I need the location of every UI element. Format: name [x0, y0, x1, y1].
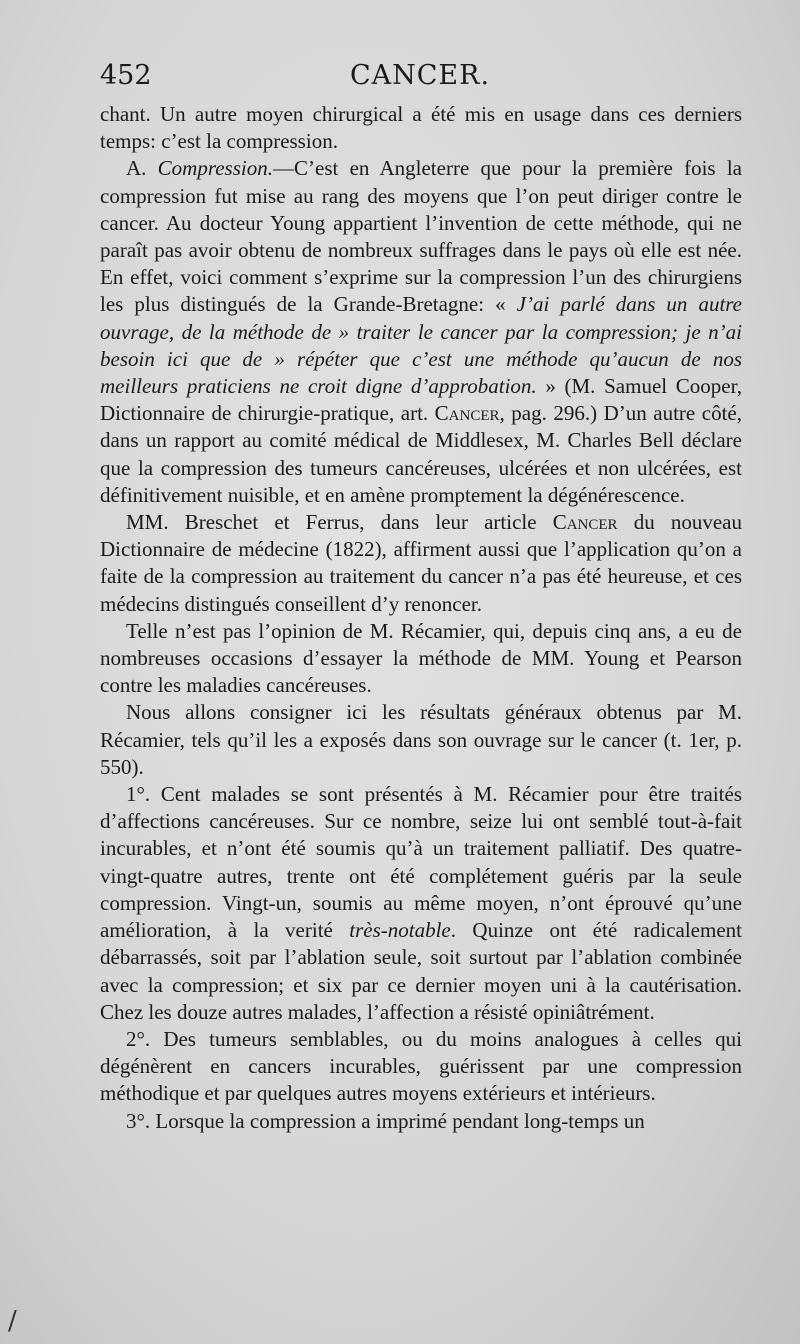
paragraph-result-2: 2°. Des tumeurs semblables, ou du moins analogues à celles qui dégénèrent en cancers incurables, guérissent par une compression méthodique et par quelques autres moyens extérieurs et intérieurs.: [100, 1026, 742, 1106]
body-text: [100, 101, 742, 1135]
paragraph-text: 1°. Cent malades se sont présentés à M. Récamier pour être traités d’affections cancéreuses. Sur ce nombre, seize lui ont semblé tout-à-fait incurables, et n’ont été soumis qu’à un traitement palliatif. Des quatre-vingt-quatre autres, trente ont été complétement guéris par la seule compression. Vingt-un, soumis au même moyen, n’ont éprouvé qu’une amélioration, à la verité: [100, 782, 742, 943]
paragraph-text: —C’est en Angleterre que pour la première fois la compression fut mise au rang des moyens que l’on peut diriger contre le cancer. Au docteur Young appartient l’invention de cette méthode, qui ne paraît pas avoir obtenu de nombreux suffrages dans le pays où elle est née. En effet, voici comment s’exprime sur la compression l’un des chirurgiens les plus distingués de la Grande-Bretagne: «: [100, 156, 743, 317]
running-head: [100, 60, 740, 100]
paragraph-text: . Quinze ont été radicalement débarrassés, soit par l’ablation seule, soit surtout par l’ablation combinée avec la compression; et six par ce dernier moyen uni à la cautérisation. Chez les douze autres malades, l’affection a résisté opiniâtrément.: [100, 918, 742, 1024]
page-number: 452: [100, 60, 152, 91]
cooper-quote: J’ai parlé dans un autre ouvrage, de la méthode de » traiter le cancer par la compression; je n’ai besoin ici que de » répéter que c’est une méthode qu’aucun de nos meilleurs praticiens ne croit digne d’approbation.: [100, 292, 742, 399]
paragraph-compression: [100, 155, 742, 509]
paragraph-result-3: 3°. Lorsque la compression a imprimé pendant long-temps un: [126, 1108, 645, 1133]
paragraph-text: » (M. Samuel Cooper, Dictionnaire de chirurgie-pratique, art.: [100, 374, 742, 426]
paragraph-text: MM. Breschet et Ferrus, dans leur article: [126, 510, 553, 535]
paragraph-text: , pag. 296.) D’un autre côté, dans un rapport au comité médical de Middlesex, M. Charles Bell déclare que la compression des tumeurs cancéreuses, ulcérées et non ulcérées, est définitivement nuisible, et en amène promptement la dégénérescence.: [100, 401, 742, 507]
running-title: CANCER.: [349, 60, 491, 91]
paragraph-text: du nouveau Dictionnaire de médecine (1822), affirment aussi que l’application qu’on a faite de la compression au traitement du cancer n’a pas été heureuse, et ces médecins distingués conseillent d’y renoncer.: [100, 510, 742, 616]
article-reference: Cancer: [434, 401, 500, 426]
paragraph-recamier: Telle n’est pas l’opinion de M. Récamier, qui, depuis cinq ans, a eu de nombreuses occasions d’essayer la méthode de MM. Young et Pearson contre les maladies cancéreuses.: [100, 618, 742, 698]
section-label: A.: [126, 156, 147, 181]
section-heading: Compression.: [157, 156, 273, 181]
paragraph-result-1: [100, 781, 742, 1026]
paragraph-breschet: [100, 509, 742, 618]
margin-mark: /: [8, 1306, 17, 1336]
paragraph-results-intro: Nous allons consigner ici les résultats généraux obtenus par M. Récamier, tels qu’il les a exposés dans son ouvrage sur le cancer (t. 1er, p. 550).: [100, 700, 742, 779]
article-reference: Cancer: [552, 510, 618, 535]
emphasis: très-notable: [349, 918, 451, 943]
paragraph-continuation: chant. Un autre moyen chirurgical a été mis en usage dans ces derniers temps: c’est la compression.: [100, 102, 742, 154]
